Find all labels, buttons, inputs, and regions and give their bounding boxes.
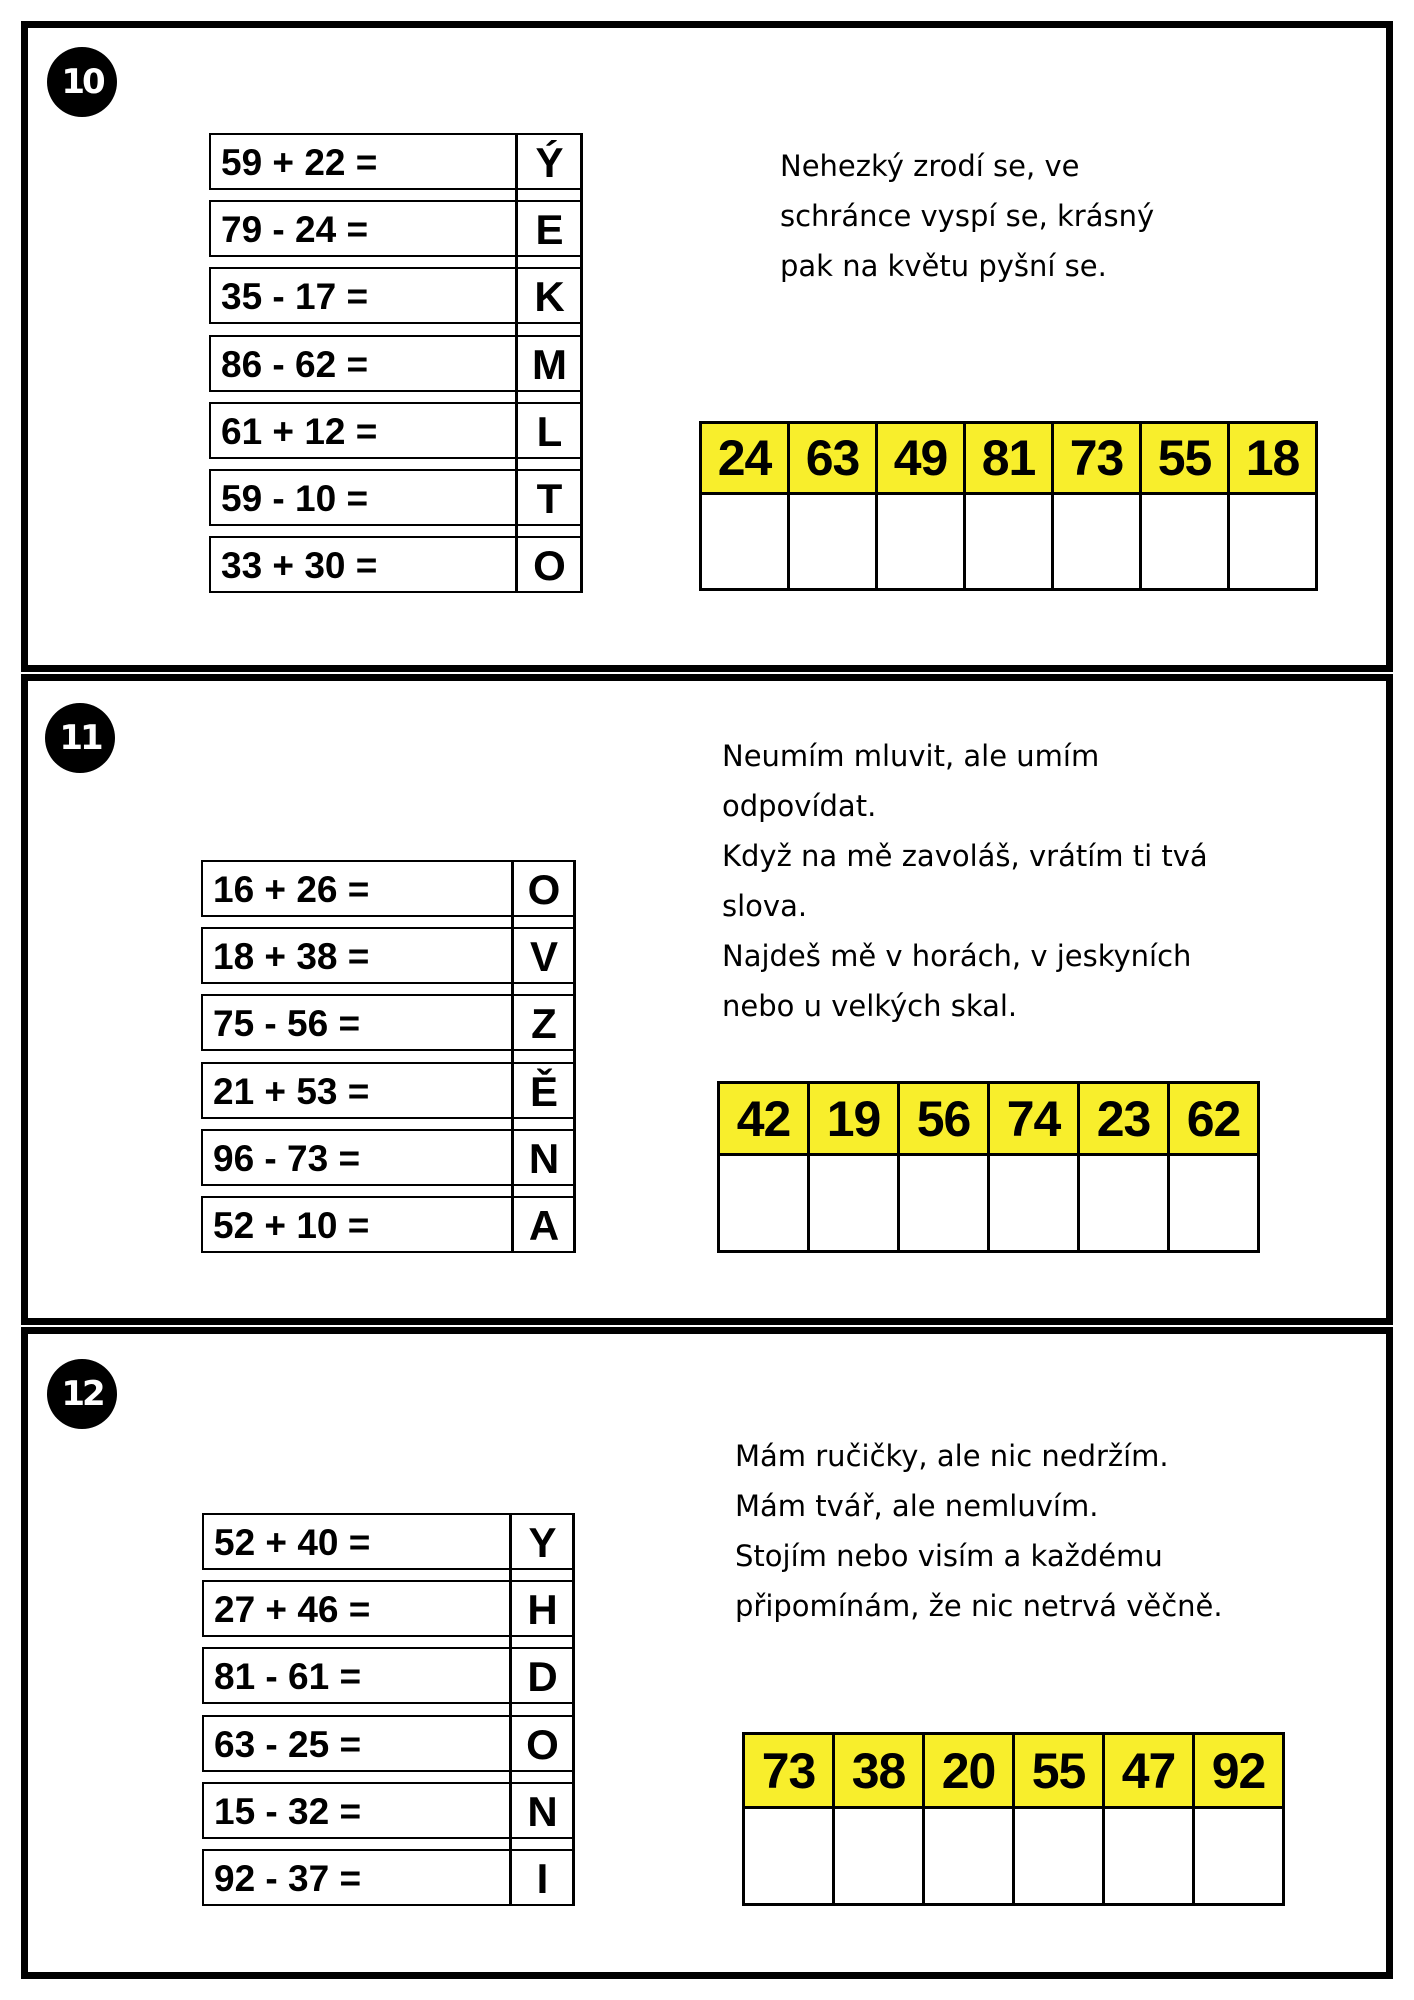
riddle-line: slova.	[722, 889, 808, 923]
section-number-badge: 11	[45, 703, 115, 773]
clue-number-cell: 92	[1192, 1732, 1285, 1809]
equation-row	[209, 267, 581, 324]
equation-letter: Ý	[535, 139, 564, 186]
clue-number-cell: 47	[1102, 1732, 1195, 1809]
equation-row	[209, 200, 581, 257]
riddle-line: Mám ručičky, ale nic nedržím.	[735, 1439, 1169, 1473]
riddle-line: Neumím mluvit, ale umím	[722, 739, 1100, 773]
answer-letter-box[interactable]	[963, 492, 1054, 591]
equation-letter: O	[526, 1720, 559, 1768]
equation-expression: 15 - 32 =	[214, 1790, 362, 1832]
riddle-text	[722, 731, 1208, 1031]
equation-letter: L	[536, 407, 563, 455]
answer-letter-box[interactable]	[1077, 1153, 1170, 1253]
equation-row	[201, 927, 574, 984]
answer-letter-box[interactable]	[1167, 1153, 1260, 1253]
equation-expression: 75 - 56 =	[213, 1003, 361, 1045]
answer-letter-box[interactable]	[699, 492, 790, 591]
equation-expression: 61 + 12 =	[221, 410, 378, 452]
answer-letter-box[interactable]	[832, 1806, 925, 1906]
answer-letter-box[interactable]	[922, 1806, 1015, 1906]
letter-column-divider	[515, 133, 518, 593]
clue-number-cell: 73	[742, 1732, 835, 1809]
clue-number-cell: 62	[1167, 1081, 1260, 1156]
equation-row	[201, 1129, 574, 1186]
answer-letter-box[interactable]	[1102, 1806, 1195, 1906]
riddle-line: Nehezký zrodí se, ve	[780, 149, 1080, 183]
clue-number-cell: 19	[807, 1081, 900, 1156]
equation-letter: H	[527, 1586, 558, 1634]
clue-number-cell: 56	[897, 1081, 990, 1156]
answer-letter-box[interactable]	[987, 1153, 1080, 1253]
clue-number-cell: 49	[875, 421, 966, 495]
equation-letter: T	[536, 475, 563, 522]
equation-letter: M	[532, 340, 567, 388]
equation-letter: K	[534, 273, 565, 321]
riddle-line: Stojím nebo visím a každému	[735, 1539, 1163, 1573]
equation-row	[209, 402, 581, 459]
equation-row	[209, 469, 581, 526]
riddle-line: nebo u velkých skal.	[722, 989, 1018, 1023]
letter-column-edge	[573, 860, 576, 1253]
equation-expression: 16 + 26 =	[213, 869, 370, 910]
equation-letter: N	[528, 1134, 560, 1182]
answer-letter-box[interactable]	[1051, 492, 1142, 591]
equation-expression: 18 + 38 =	[213, 936, 370, 978]
equation-row	[201, 1062, 574, 1119]
equation-row	[201, 860, 574, 917]
riddle-line: pak na květu pyšní se.	[780, 249, 1107, 283]
riddle-line: Mám tvář, ale nemluvím.	[735, 1489, 1099, 1523]
equation-expression: 96 - 73 =	[213, 1137, 361, 1179]
equation-row	[202, 1715, 573, 1772]
answer-letter-box[interactable]	[717, 1153, 810, 1253]
equation-letter: A	[528, 1202, 560, 1249]
equation-table	[202, 1513, 575, 1906]
riddle-line: schránce vyspí se, krásný	[780, 199, 1155, 233]
letter-column-edge	[580, 133, 583, 593]
equation-row	[201, 1196, 574, 1253]
equation-expression: 59 + 22 =	[221, 142, 378, 183]
clue-number-cell: 38	[832, 1732, 925, 1809]
clue-number-cell: 55	[1012, 1732, 1105, 1809]
equation-expression: 21 + 53 =	[213, 1070, 370, 1112]
letter-column-edge	[572, 1513, 575, 1906]
section-number-badge: 10	[47, 47, 117, 117]
answer-grid	[717, 1081, 1259, 1253]
equation-row	[201, 994, 574, 1051]
answer-grid	[742, 1732, 1284, 1906]
equation-row	[202, 1513, 573, 1570]
answer-grid	[699, 421, 1315, 592]
riddle-text	[735, 1431, 1223, 1631]
equation-row	[202, 1580, 573, 1637]
letter-column-divider	[511, 860, 514, 1253]
answer-letter-box[interactable]	[807, 1153, 900, 1253]
answer-letter-box[interactable]	[1012, 1806, 1105, 1906]
equation-row	[209, 335, 581, 392]
equation-letter: D	[527, 1653, 558, 1701]
equation-letter: E	[535, 206, 564, 254]
equation-letter: O	[527, 866, 561, 913]
clue-number-cell: 74	[987, 1081, 1080, 1156]
equation-table	[209, 133, 583, 593]
clue-number-cell: 18	[1227, 421, 1318, 495]
clue-number-cell: 23	[1077, 1081, 1170, 1156]
riddle-line: Když na mě zavoláš, vrátím ti tvá	[722, 839, 1208, 873]
equation-row	[209, 133, 581, 190]
equation-row	[202, 1647, 573, 1704]
equation-expression: 86 - 62 =	[221, 343, 369, 385]
answer-letter-box[interactable]	[787, 492, 878, 591]
riddle-line: připomínám, že nic netrvá věčně.	[735, 1589, 1223, 1623]
clue-number-cell: 81	[963, 421, 1054, 495]
equation-letter: N	[527, 1787, 558, 1835]
section-number-badge: 12	[47, 1359, 117, 1429]
answer-letter-box[interactable]	[1227, 492, 1318, 591]
riddle-line: Najdeš mě v horách, v jeskyních	[722, 939, 1192, 973]
clue-number-cell: 63	[787, 421, 878, 495]
answer-letter-box[interactable]	[875, 492, 966, 591]
clue-number-cell: 42	[717, 1081, 810, 1156]
answer-letter-box[interactable]	[1192, 1806, 1285, 1906]
equation-expression: 35 - 17 =	[221, 276, 369, 318]
equation-row	[202, 1849, 573, 1906]
equation-letter: Y	[528, 1519, 557, 1566]
equation-expression: 33 + 30 =	[221, 545, 378, 587]
riddle-line: odpovídat.	[722, 789, 877, 823]
equation-expression: 59 - 10 =	[221, 478, 369, 519]
equation-letter: Z	[531, 1000, 557, 1048]
equation-expression: 27 + 46 =	[214, 1589, 371, 1631]
clue-number-cell: 73	[1051, 421, 1142, 495]
equation-row	[209, 536, 581, 593]
equation-expression: 52 + 40 =	[214, 1522, 371, 1563]
answer-letter-box[interactable]	[742, 1806, 835, 1906]
equation-expression: 63 - 25 =	[214, 1723, 362, 1765]
answer-letter-box[interactable]	[1139, 492, 1230, 591]
letter-column-divider	[509, 1513, 512, 1906]
clue-number-cell: 24	[699, 421, 790, 495]
equation-expression: 79 - 24 =	[221, 209, 369, 251]
equation-expression: 52 + 10 =	[213, 1205, 370, 1246]
equation-row	[202, 1782, 573, 1839]
answer-letter-box[interactable]	[897, 1153, 990, 1253]
equation-letter: O	[533, 542, 566, 590]
equation-letter: V	[529, 933, 558, 981]
clue-number-cell: 20	[922, 1732, 1015, 1809]
riddle-text	[780, 141, 1154, 291]
equation-table	[201, 860, 576, 1253]
clue-number-cell: 55	[1139, 421, 1230, 495]
equation-expression: 92 - 37 =	[214, 1858, 362, 1899]
equation-expression: 81 - 61 =	[214, 1656, 362, 1698]
equation-letter: I	[536, 1855, 549, 1902]
equation-letter: Ě	[529, 1067, 558, 1115]
